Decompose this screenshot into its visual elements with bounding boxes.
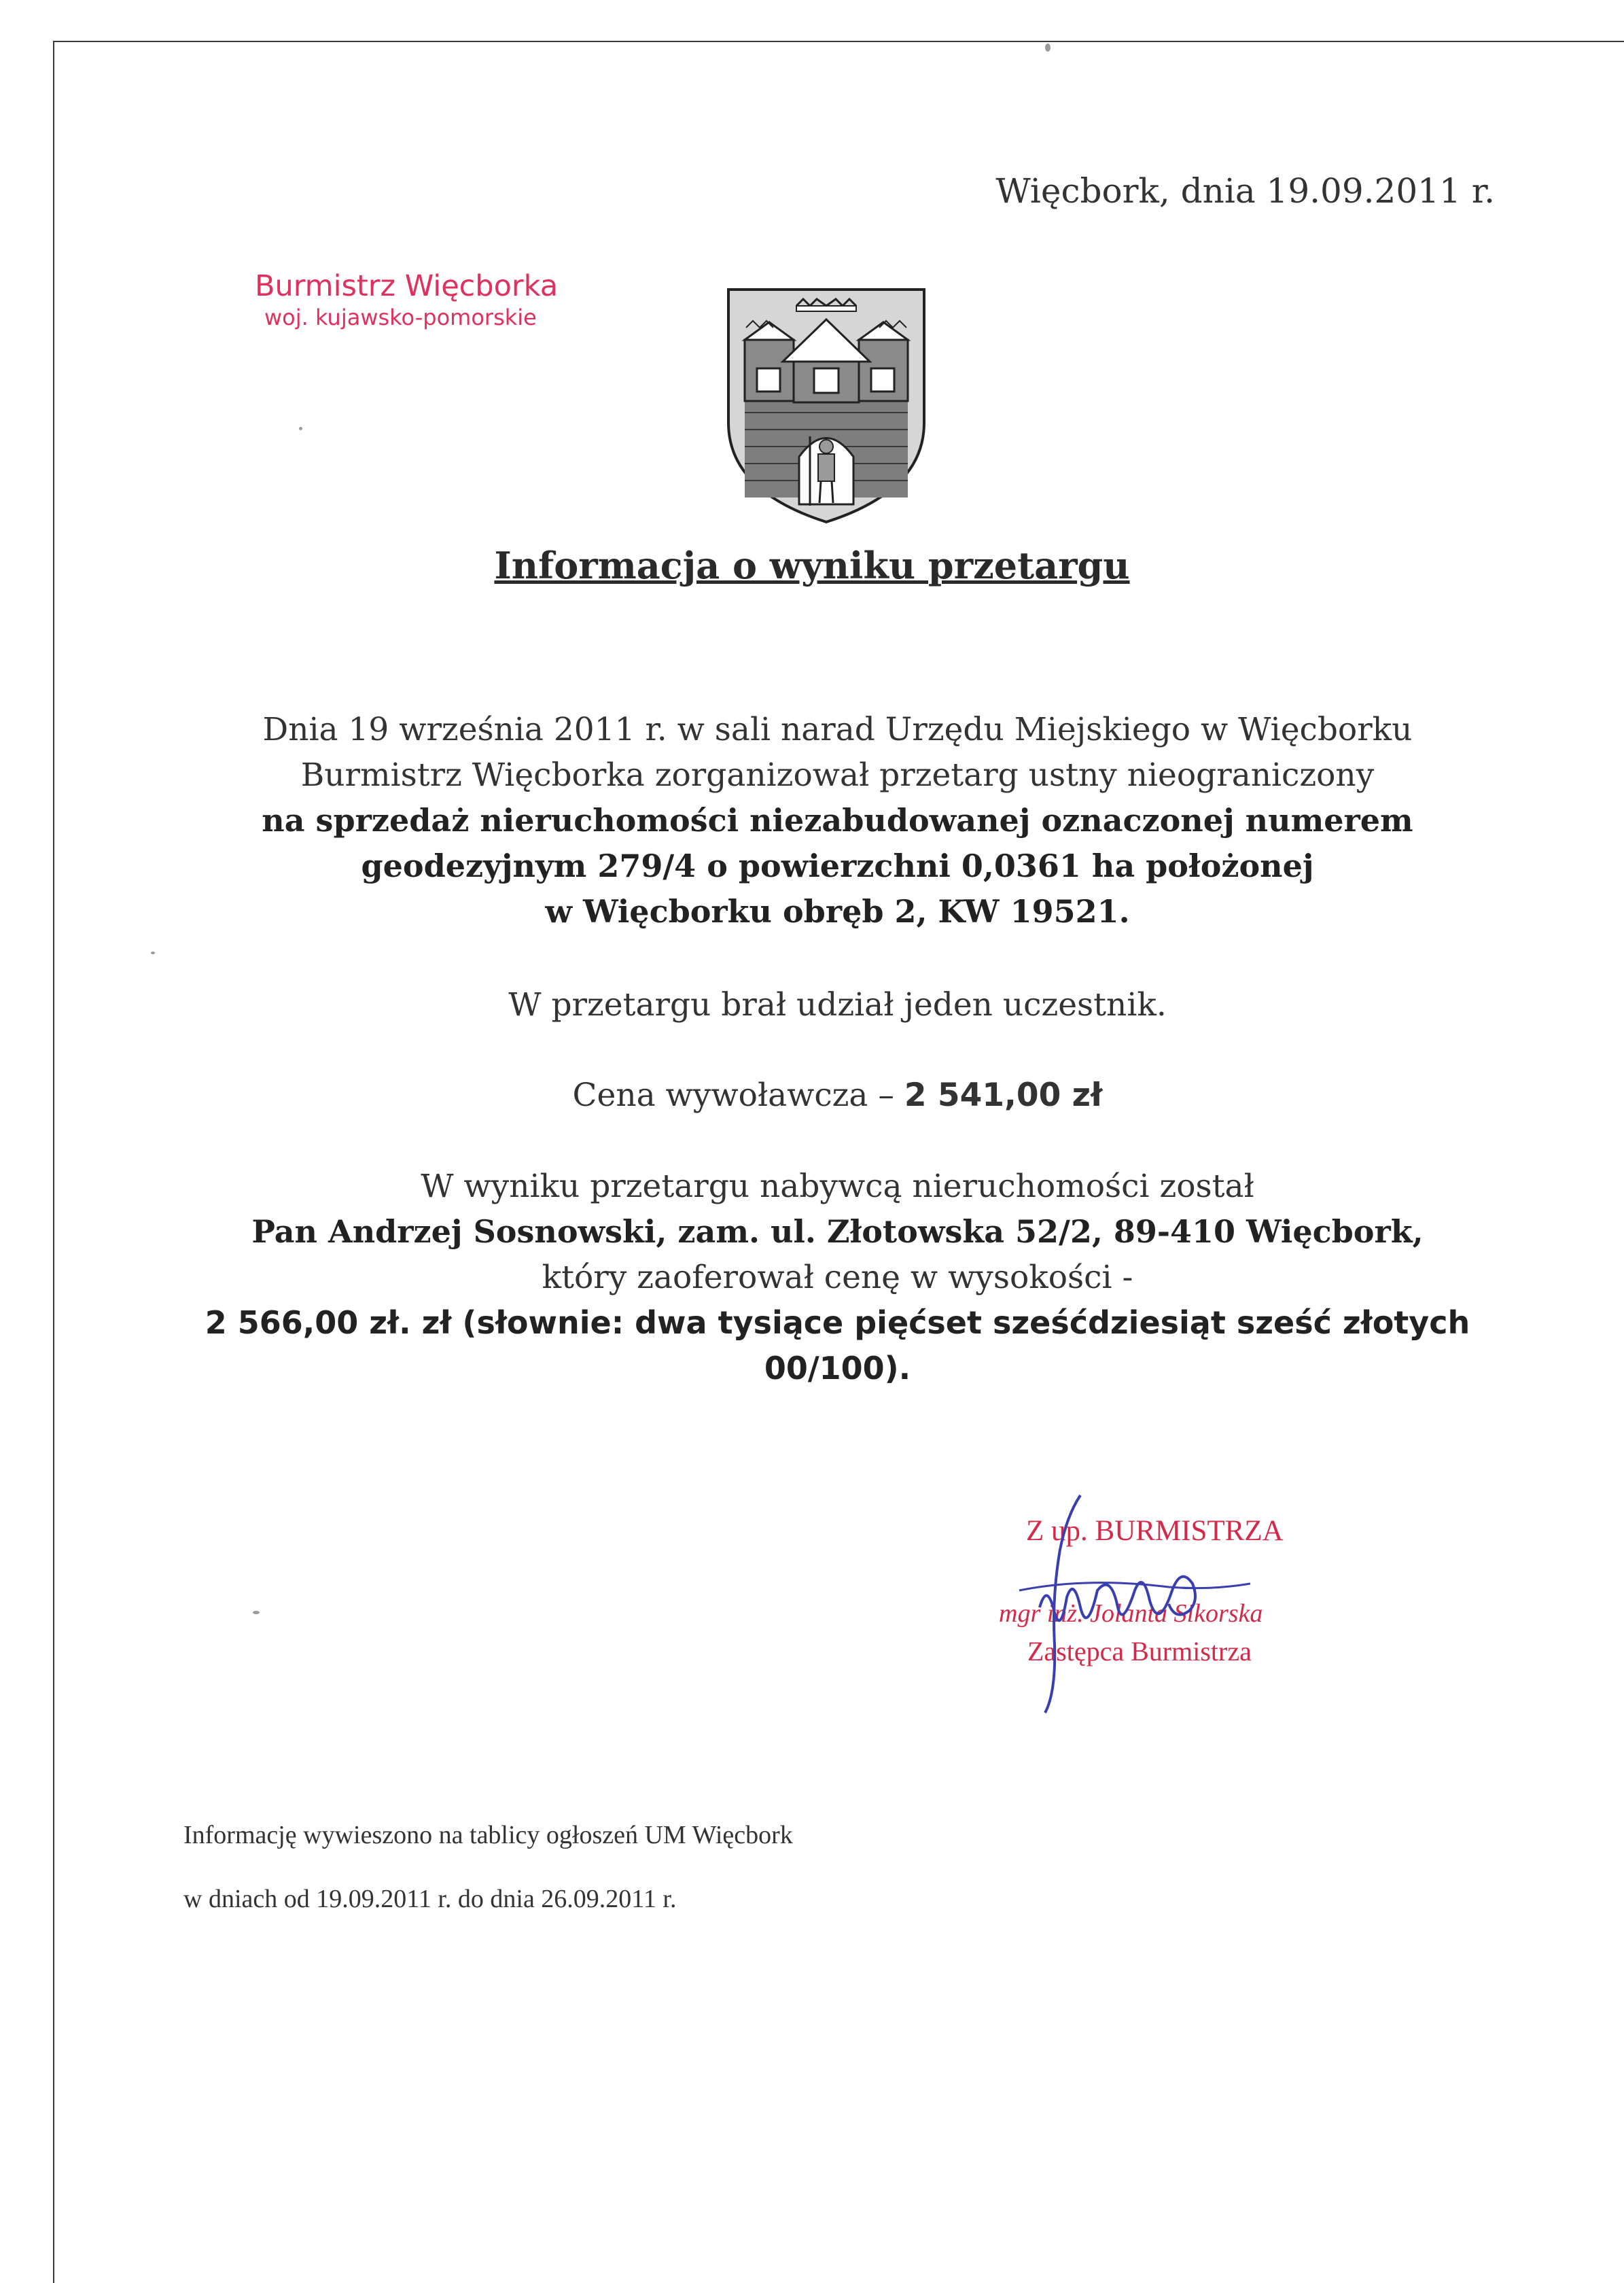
signature-role: Z up. BURMISTRZA [1026, 1515, 1284, 1547]
starting-price-paragraph [102, 1073, 1573, 1118]
scan-speck [1045, 43, 1051, 52]
footer-line-2: w dniach od 19.09.2011 r. do dnia 26.09.2011 r. [183, 1885, 677, 1913]
page-frame-top [53, 41, 1624, 42]
place-date: Więcbork, dnia 19.09.2011 r. [995, 171, 1495, 211]
property-line-1: na sprzedaż nieruchomości niezabudowanej oznaczonej numerem [262, 802, 1413, 839]
page-frame-left [53, 41, 54, 2283]
footer-line-1: Informację wywieszono na tablicy ogłoszeń UM Więcbork [183, 1821, 793, 1849]
property-line-2: geodezyjnym 279/4 o powierzchni 0,0361 ha położonej [361, 848, 1314, 884]
handwritten-signature-icon [965, 1488, 1318, 1720]
result-line-3: który zaoferował cenę w wysokości - [542, 1259, 1133, 1296]
scan-speck [151, 952, 155, 954]
page-title: Informacja o wyniku przetargu [494, 544, 1130, 587]
final-price-line-2: 00/100). [764, 1350, 911, 1387]
result-line-1: W wyniku przetargu nabywcą nieruchomości został [421, 1168, 1254, 1205]
result-paragraph [102, 1164, 1573, 1391]
buyer-line: Pan Andrzej Sosnowski, zam. ul. Złotowska 52/2, 89-410 Więcbork, [251, 1213, 1424, 1250]
intro-line-2: Burmistrz Więcborka zorganizował przetarg ustny nieograniczony [300, 756, 1375, 794]
intro-line-1: Dnia 19 września 2011 r. w sali narad Urzędu Miejskiego w Więcborku [262, 711, 1413, 748]
signature-title: Zastępca Burmistrza [1027, 1636, 1252, 1667]
starting-price-label: Cena wywoławcza – [572, 1077, 894, 1114]
stamp-line-2: woj. kujawsko-pomorskie [264, 304, 537, 330]
starting-price-value: 2 541,00 zł [904, 1077, 1103, 1114]
starting-price-line [102, 1073, 1573, 1118]
participants-paragraph [102, 982, 1573, 1028]
scan-speck [299, 427, 302, 430]
participants-text: W przetargu brał udział jeden uczestnik. [508, 986, 1167, 1024]
final-price-line-1: 2 566,00 zł. zł (słownie: dwa tysiące pięćset sześćdziesiąt sześć złotych [205, 1304, 1470, 1341]
intro-paragraph [102, 707, 1573, 935]
office-stamp [255, 268, 558, 331]
property-line-3: w Więcborku obręb 2, KW 19521. [545, 893, 1130, 930]
coat-of-arms-icon [726, 287, 927, 525]
scan-speck [253, 1611, 260, 1614]
signature-name: mgr inż. Jolanta Sikorska [999, 1599, 1263, 1628]
stamp-line-1: Burmistrz Więcborka [255, 269, 559, 303]
